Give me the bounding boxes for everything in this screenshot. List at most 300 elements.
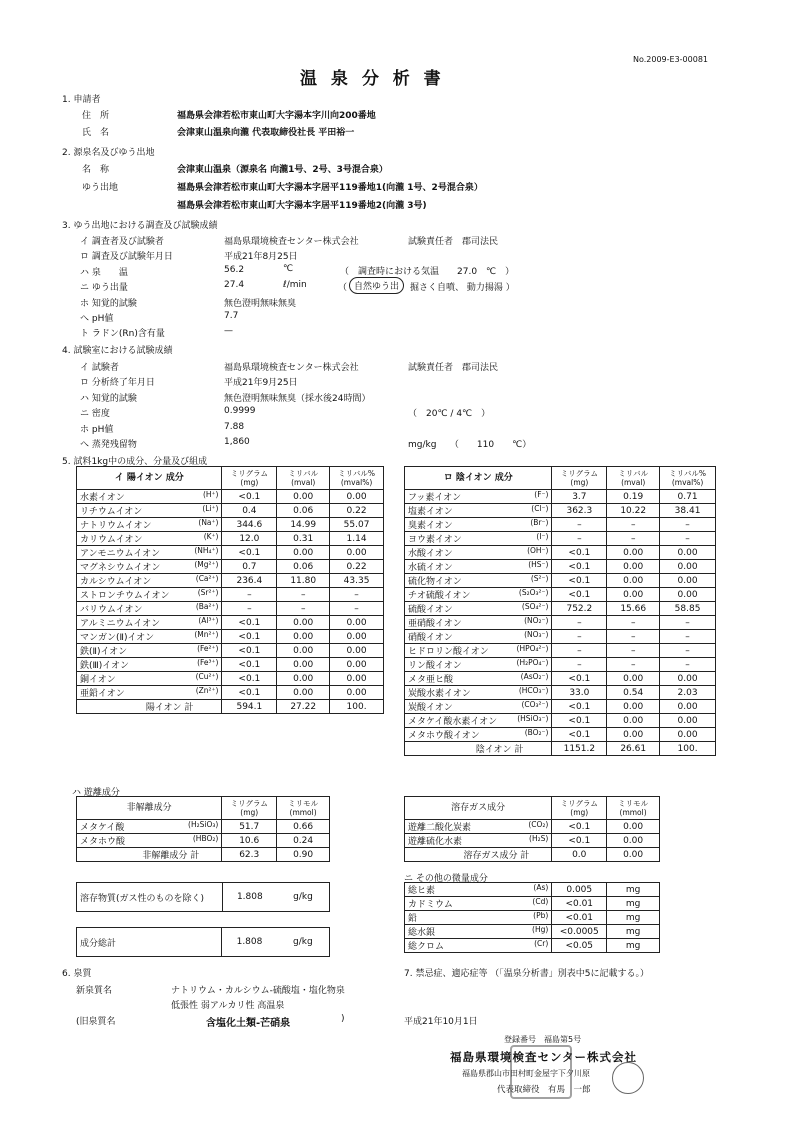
gas-symbol: (H₂S) <box>529 834 549 843</box>
anion-pct: 0.00 <box>660 546 716 560</box>
anion-mg: <0.1 <box>552 672 607 686</box>
anion-name-cell <box>405 630 552 644</box>
lab-row-extra-3: （ 20℃ / 4℃ ） <box>408 409 491 420</box>
nonion-row <box>77 820 330 834</box>
anion-mg: – <box>552 616 607 630</box>
anion-row <box>405 658 716 672</box>
anion-row <box>405 574 716 588</box>
anion-pct: – <box>660 630 716 644</box>
cation-mg: 236.4 <box>222 574 277 588</box>
gas-mmol: 0.00 <box>607 820 660 834</box>
anion-mg: 362.3 <box>552 504 607 518</box>
dissolved-gas-table <box>404 796 660 862</box>
anion-name-cell <box>405 518 552 532</box>
anion-name: ヨウ素イオン <box>408 535 462 545</box>
anion-pct: 0.00 <box>660 728 716 742</box>
anion-mval: – <box>607 532 660 546</box>
anion-mg: 752.2 <box>552 602 607 616</box>
anion-symbol: (BO₂⁻) <box>524 728 549 737</box>
trace-row <box>405 911 660 925</box>
anion-mval: – <box>607 658 660 672</box>
cation-mg: 0.7 <box>222 560 277 574</box>
anion-name: 臭素イオン <box>408 521 453 531</box>
anion-mval: 0.54 <box>607 686 660 700</box>
nonion-mg: 51.7 <box>222 820 277 834</box>
anion-name: ヒドロリン酸イオン <box>408 647 489 657</box>
lab-row-extra-0: 試験責任者 郡司法民 <box>408 363 499 373</box>
total-components-label: 成分総計 <box>77 928 222 957</box>
anion-pct: 2.03 <box>660 686 716 700</box>
cation-mg: <0.1 <box>222 490 277 504</box>
anion-mval: 0.19 <box>607 490 660 504</box>
anion-mg: – <box>552 518 607 532</box>
anion-row <box>405 490 716 504</box>
cation-mg: – <box>222 602 277 616</box>
trace-mg: <0.05 <box>552 939 607 953</box>
cation-pct: 1.14 <box>330 532 384 546</box>
trace-unit: mg <box>607 939 660 953</box>
anion-header-mval: ミリバル (mval) <box>607 467 660 490</box>
anion-mval: – <box>607 630 660 644</box>
lab-row-value-5: 1,860 <box>224 437 250 447</box>
anion-mg: – <box>552 644 607 658</box>
anion-mval: 0.00 <box>607 574 660 588</box>
trace-symbol: (Hg) <box>532 925 549 934</box>
section-5-heading: 5. 試料1kg中の成分、分量及び組成 <box>62 457 208 467</box>
anion-symbol: (OH⁻) <box>527 546 549 555</box>
trace-name: 総水銀 <box>408 928 436 938</box>
section-1-heading: 1. 申請者 <box>62 95 101 105</box>
cation-mg: <0.1 <box>222 658 277 672</box>
trace-components-heading: ニ その他の微量成分 <box>404 874 488 884</box>
anion-row <box>405 630 716 644</box>
anion-row <box>405 672 716 686</box>
anion-name: 硫酸イオン <box>408 605 453 615</box>
flow-other-types: 掘さく自噴、 動力揚湯 ） <box>410 283 515 293</box>
flow-paren: （ <box>338 283 348 293</box>
survey-row-label-6: ト ラドン(Rn)含有量 <box>80 329 165 340</box>
trace-components-table <box>404 882 660 953</box>
cation-mval: – <box>277 588 330 602</box>
cation-name-cell <box>77 546 222 560</box>
survey-row-label-4: ホ 知覚的試験 <box>80 298 137 309</box>
trace-name: 総クロム <box>408 942 445 952</box>
survey-row-value-6: — <box>224 326 233 337</box>
cation-header-mg: ミリグラム (mg) <box>222 467 277 490</box>
new-spring-type: ナトリウム・カルシウム-硫酸塩・塩化物泉 <box>171 986 345 996</box>
anion-pct: – <box>660 658 716 672</box>
anion-mval: 0.00 <box>607 588 660 602</box>
cation-name: 鉄(Ⅱ)イオン <box>80 647 128 657</box>
gas-total-mmol: 0.00 <box>607 848 660 862</box>
cation-name: ストロンチウムイオン <box>80 591 170 601</box>
cation-row <box>77 630 384 644</box>
anion-mg: 33.0 <box>552 686 607 700</box>
cation-pct: 0.00 <box>330 672 384 686</box>
nonion-name: メタホウ酸 <box>80 837 126 847</box>
anion-pct: 0.00 <box>660 714 716 728</box>
section-3-heading: 3. ゆう出地における調査及び試験成績 <box>62 221 218 231</box>
anion-name: 炭酸イオン <box>408 703 453 713</box>
anion-pct: – <box>660 532 716 546</box>
gas-name: 遊離二酸化炭素 <box>408 823 472 833</box>
cation-row <box>77 504 384 518</box>
cation-name-cell <box>77 672 222 686</box>
cation-pct: 43.35 <box>330 574 384 588</box>
dissolved-solids-value: 1.808 <box>222 883 277 912</box>
location-1: 福島県会津若松市東山町大字湯本字居平119番地1(向瀧 1号、2号混合泉） <box>177 183 483 193</box>
anion-symbol: (AsO₂⁻) <box>520 672 549 681</box>
trace-unit: mg <box>607 925 660 939</box>
representative: 代表取締役 有馬 一郎 <box>497 1085 591 1095</box>
anion-symbol: (Br⁻) <box>530 518 549 527</box>
gas-name-cell <box>405 834 552 848</box>
anion-table <box>404 466 716 756</box>
anion-name-cell <box>405 504 552 518</box>
cation-pct: 0.00 <box>330 630 384 644</box>
nonion-header-name: 非解離成分 <box>77 797 222 820</box>
anion-mval: 0.00 <box>607 672 660 686</box>
anion-name-cell <box>405 574 552 588</box>
cation-name: アルミニウムイオン <box>80 619 161 629</box>
cation-mval: 0.06 <box>277 504 330 518</box>
trace-name-cell <box>405 883 552 897</box>
cation-mg: <0.1 <box>222 686 277 700</box>
trace-unit: mg <box>607 897 660 911</box>
cation-table <box>76 466 384 714</box>
cation-header-name: イ 陽イオン 成分 <box>77 467 222 490</box>
cation-name-cell <box>77 518 222 532</box>
lab-row-extra-5: mg/kg （ 110 ℃） <box>408 440 532 450</box>
anion-pct: – <box>660 616 716 630</box>
survey-row-extra-0: 試験責任者 郡司法民 <box>408 237 499 247</box>
gas-symbol: (CO₂) <box>528 820 549 829</box>
cation-symbol: (Ca²⁺) <box>195 574 219 583</box>
flow-type-circled: 自然ゆう出 <box>349 277 404 294</box>
spring-name-label: 名 称 <box>82 165 110 175</box>
cation-pct: 0.00 <box>330 616 384 630</box>
cation-name: アンモニウムイオン <box>80 549 161 559</box>
cation-row <box>77 686 384 700</box>
dissolved-solids-unit: g/kg <box>277 883 330 912</box>
cation-name-cell <box>77 490 222 504</box>
anion-name: メタ亜ヒ酸 <box>408 675 454 685</box>
survey-row-value-0: 福島県環境検査センター株式会社 <box>224 237 359 247</box>
lab-row-value-0: 福島県環境検査センター株式会社 <box>224 363 359 373</box>
cation-name-cell <box>77 574 222 588</box>
name-label: 氏 名 <box>82 128 110 138</box>
trace-unit: mg <box>607 883 660 897</box>
anion-mg: <0.1 <box>552 574 607 588</box>
anion-symbol: (HPO₄²⁻) <box>516 644 549 653</box>
cation-name: カルシウムイオン <box>80 577 152 587</box>
cation-mval: 0.00 <box>277 686 330 700</box>
anion-mval: 10.22 <box>607 504 660 518</box>
cation-symbol: (NH₄⁺) <box>194 546 219 555</box>
anion-name-cell <box>405 686 552 700</box>
spring-name: 会津東山温泉（源泉名 向瀧1号、2号、3号混合泉） <box>177 165 388 175</box>
nonion-header-mmol: ミリモル (mmol) <box>277 797 330 820</box>
registration-number: 登録番号 福島第5号 <box>504 1035 582 1044</box>
cation-name-cell <box>77 602 222 616</box>
anion-name: 硫化物イオン <box>408 577 462 587</box>
cation-mval: 0.06 <box>277 560 330 574</box>
trace-mg: <0.0005 <box>552 925 607 939</box>
cation-name-cell <box>77 560 222 574</box>
cation-name-cell <box>77 658 222 672</box>
lab-row-label-0: イ 試験者 <box>80 363 119 373</box>
anion-total-mg: 1151.2 <box>552 742 607 756</box>
anion-mval: 0.00 <box>607 560 660 574</box>
document-title: 温 泉 分 析 書 <box>300 69 445 89</box>
anion-row <box>405 714 716 728</box>
gas-header-mg: ミリグラム (mg) <box>552 797 607 820</box>
trace-symbol: (Cr) <box>534 939 549 948</box>
nonion-row <box>77 834 330 848</box>
address-label: 住 所 <box>82 111 110 121</box>
cation-total-row <box>77 700 384 714</box>
section-6-heading: 6. 泉質 <box>62 969 92 979</box>
cation-symbol: (Mn²⁺) <box>194 630 219 639</box>
gas-row <box>405 820 660 834</box>
gas-row <box>405 834 660 848</box>
nonion-symbol: (H₂SiO₃) <box>188 820 219 829</box>
anion-row <box>405 532 716 546</box>
cation-mval: – <box>277 602 330 616</box>
cation-name-cell <box>77 588 222 602</box>
gas-header-name: 溶存ガス成分 <box>405 797 552 820</box>
anion-name-cell <box>405 644 552 658</box>
cation-pct: 0.00 <box>330 644 384 658</box>
trace-mg: 0.005 <box>552 883 607 897</box>
cation-pct: – <box>330 588 384 602</box>
cation-mg: 12.0 <box>222 532 277 546</box>
cation-mg: 0.4 <box>222 504 277 518</box>
cation-name-cell <box>77 616 222 630</box>
cation-pct: 0.00 <box>330 490 384 504</box>
old-spring-type-close: ) <box>341 1014 345 1024</box>
trace-symbol: (As) <box>533 883 549 892</box>
anion-mval: 0.00 <box>607 700 660 714</box>
anion-name-cell <box>405 728 552 742</box>
anion-name: リン酸イオン <box>408 661 462 671</box>
anion-mg: – <box>552 532 607 546</box>
trace-mg: <0.01 <box>552 911 607 925</box>
cation-pct: 0.00 <box>330 686 384 700</box>
old-spring-type: 含塩化土類-芒硝泉 <box>206 1018 291 1029</box>
cation-symbol: (Li⁺) <box>202 504 219 513</box>
temp-unit: ℃ <box>283 264 294 274</box>
cation-name-cell <box>77 644 222 658</box>
cation-total-mg: 594.1 <box>222 700 277 714</box>
survey-row-label-5: へ pH値 <box>80 314 114 324</box>
nonion-name-cell <box>77 820 222 834</box>
gas-name: 遊離硫化水素 <box>408 837 463 847</box>
cation-mg: 344.6 <box>222 518 277 532</box>
dissolved-solids-table <box>76 882 330 912</box>
anion-name: 亜硝酸イオン <box>408 619 462 629</box>
gas-total-mg: 0.0 <box>552 848 607 862</box>
anion-mg: <0.1 <box>552 560 607 574</box>
anion-mg: <0.1 <box>552 546 607 560</box>
nonion-total-mmol: 0.90 <box>277 848 330 862</box>
anion-symbol: (HCO₃⁻) <box>518 686 549 695</box>
anion-symbol: (CO₃²⁻) <box>521 700 549 709</box>
anion-mval: – <box>607 616 660 630</box>
cation-total-pct: 100. <box>330 700 384 714</box>
cation-mval: 0.00 <box>277 616 330 630</box>
anion-symbol: (S₂O₃²⁻) <box>518 588 549 597</box>
gas-mmol: 0.00 <box>607 834 660 848</box>
anion-header-mg: ミリグラム (mg) <box>552 467 607 490</box>
section-2-heading: 2. 源泉名及びゆう出地 <box>62 148 155 158</box>
trace-symbol: (Cd) <box>532 897 549 906</box>
trace-row <box>405 925 660 939</box>
issue-date: 平成21年10月1日 <box>404 1017 478 1027</box>
cation-name-cell <box>77 630 222 644</box>
cation-symbol: (Al³⁺) <box>198 616 219 625</box>
cation-mg: <0.1 <box>222 644 277 658</box>
anion-name-cell <box>405 602 552 616</box>
nonion-header-mg: ミリグラム (mg) <box>222 797 277 820</box>
anion-name: フッ素イオン <box>408 493 462 503</box>
nonion-name: メタケイ酸 <box>80 823 125 833</box>
survey-row-label-0: イ 調査者及び試験者 <box>80 237 164 247</box>
new-spring-type-label: 新泉質名 <box>76 986 113 996</box>
cation-name-cell <box>77 686 222 700</box>
cation-symbol: (K⁺) <box>203 532 219 541</box>
location-label: ゆう出地 <box>82 183 119 193</box>
nonion-mmol: 0.66 <box>277 820 330 834</box>
cation-name: 銅イオン <box>80 675 116 685</box>
cation-row <box>77 574 384 588</box>
anion-symbol: (Cl⁻) <box>531 504 549 513</box>
anion-name-cell <box>405 714 552 728</box>
anion-total-mval: 26.61 <box>607 742 660 756</box>
survey-row-label-1: ロ 調査及び試験年月日 <box>80 252 173 263</box>
cation-row <box>77 588 384 602</box>
trace-row <box>405 883 660 897</box>
gas-total-row <box>405 848 660 862</box>
anion-symbol: (I⁻) <box>536 532 549 541</box>
anion-row <box>405 602 716 616</box>
cation-pct: 0.00 <box>330 658 384 672</box>
anion-row <box>405 504 716 518</box>
anion-name-cell <box>405 616 552 630</box>
cation-mval: 0.00 <box>277 546 330 560</box>
survey-row-label-3: ニ ゆう出量 <box>80 283 128 294</box>
anion-pct: 0.00 <box>660 700 716 714</box>
anion-name-cell <box>405 672 552 686</box>
cation-name: リチウムイオン <box>80 507 143 517</box>
anion-mval: 0.00 <box>607 546 660 560</box>
cation-symbol: (Mg²⁺) <box>194 560 219 569</box>
trace-row <box>405 897 660 911</box>
anion-total-label: 陰イオン 計 <box>405 742 552 756</box>
cation-symbol: (Fe²⁺) <box>197 644 219 653</box>
nonion-mmol: 0.24 <box>277 834 330 848</box>
lab-row-label-4: ホ pH値 <box>80 424 114 435</box>
trace-name: 総ヒ素 <box>408 886 436 896</box>
cation-header-mval: ミリバル (mval) <box>277 467 330 490</box>
cation-symbol: (H⁺) <box>202 490 219 499</box>
cation-name: 亜鉛イオン <box>80 689 125 699</box>
anion-name: 水硫イオン <box>408 563 453 573</box>
cation-name-cell <box>77 532 222 546</box>
anion-symbol: (HS⁻) <box>528 560 549 569</box>
survey-row-value-5: 7.7 <box>224 311 239 321</box>
anion-name-cell <box>405 658 552 672</box>
cation-name: マンガン(Ⅱ)イオン <box>80 633 155 643</box>
anion-mg: <0.1 <box>552 714 607 728</box>
section-4-heading: 4. 試験室における試験成績 <box>62 346 173 356</box>
nonion-total-mg: 62.3 <box>222 848 277 862</box>
cation-symbol: (Na⁺) <box>198 518 219 527</box>
gas-mg: <0.1 <box>552 820 607 834</box>
anion-mval: 0.00 <box>607 728 660 742</box>
flow-unit: ℓ/min <box>283 280 307 290</box>
spring-classification: 低張性 弱アルカリ性 高温泉 <box>171 1001 285 1011</box>
lab-row-value-1: 平成21年9月25日 <box>224 378 298 389</box>
nonion-mg: 10.6 <box>222 834 277 848</box>
anion-name-cell <box>405 560 552 574</box>
cation-row <box>77 560 384 574</box>
anion-header-pct: ミリバル% (mval%) <box>660 467 716 490</box>
cation-mval: 0.00 <box>277 630 330 644</box>
anion-pct: 0.00 <box>660 574 716 588</box>
company-stamp <box>510 1045 572 1099</box>
anion-pct: 0.00 <box>660 588 716 602</box>
survey-row-value-1: 平成21年8月25日 <box>224 252 298 263</box>
trace-name-cell <box>405 911 552 925</box>
cation-mg: – <box>222 588 277 602</box>
anion-pct: 0.00 <box>660 672 716 686</box>
anion-name: メタホウ酸イオン <box>408 731 480 741</box>
cation-mval: 0.00 <box>277 672 330 686</box>
lab-row-label-1: ロ 分析終了年月日 <box>80 378 155 389</box>
anion-total-pct: 100. <box>660 742 716 756</box>
anion-mg: <0.1 <box>552 588 607 602</box>
company-name: 福島県環境検査センター株式会社 <box>450 1050 638 1064</box>
cation-symbol: (Sr²⁺) <box>197 588 219 597</box>
nonion-name-cell <box>77 834 222 848</box>
anion-mg: <0.1 <box>552 700 607 714</box>
applicant-address: 福島県会津若松市東山町大字湯本字川向200番地 <box>177 111 376 121</box>
total-components-unit: g/kg <box>277 928 330 957</box>
survey-row-label-2: ハ 泉 温 <box>80 267 128 278</box>
total-components-table <box>76 927 330 957</box>
cation-pct: 55.07 <box>330 518 384 532</box>
anion-symbol: (HSiO₃⁻) <box>517 714 549 723</box>
anion-pct: 0.71 <box>660 490 716 504</box>
cation-row <box>77 518 384 532</box>
gas-mg: <0.1 <box>552 834 607 848</box>
anion-header-name: ロ 陰イオン 成分 <box>405 467 552 490</box>
anion-row <box>405 644 716 658</box>
anion-name: 水酸イオン <box>408 549 453 559</box>
anion-symbol: (S²⁻) <box>530 574 549 583</box>
anion-name-cell <box>405 700 552 714</box>
anion-mval: – <box>607 518 660 532</box>
cation-name: 水素イオン <box>80 493 125 503</box>
anion-name: メタケイ酸水素イオン <box>408 717 498 727</box>
cation-mg: <0.1 <box>222 616 277 630</box>
anion-symbol: (H₂PO₄⁻) <box>516 658 549 667</box>
cation-mg: <0.1 <box>222 546 277 560</box>
company-address: 福島県郡山市田村町金屋字下夕川原 <box>462 1069 590 1078</box>
anion-pct: – <box>660 644 716 658</box>
cation-name: カリウムイオン <box>80 535 143 545</box>
